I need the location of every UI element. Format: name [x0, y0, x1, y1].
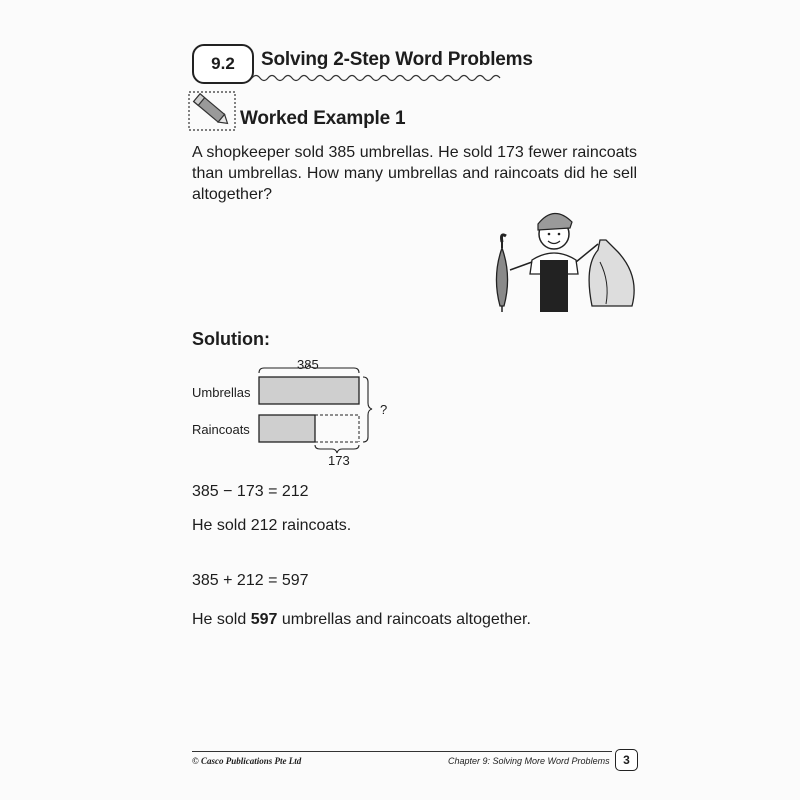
section-number: 9.2 — [211, 54, 235, 73]
shopkeeper-illustration — [488, 206, 640, 316]
top-brace — [259, 365, 359, 373]
raincoats-bar — [259, 415, 315, 442]
pencil-icon — [188, 90, 238, 134]
answer-statement — [192, 611, 531, 629]
umbrellas-bar — [259, 377, 359, 404]
wavy-underline — [192, 73, 507, 83]
answer-prefix: He sold — [192, 611, 251, 628]
answer-suffix: umbrellas and raincoats altogether. — [277, 611, 531, 628]
bar-model-diagram — [250, 365, 380, 460]
difference-dashed-part — [315, 415, 359, 442]
solution-heading: Solution: — [192, 329, 270, 349]
problem-text: A shopkeeper sold 385 umbrellas. He sold 173 fewer raincoats than umbrellas. How many umbrellas and raincoats did he sell altogether? — [192, 144, 637, 203]
section-title: Solving 2-Step Word Problems — [261, 49, 533, 70]
bottom-brace — [315, 445, 359, 453]
step1-equation: 385 − 173 = 212 — [192, 483, 309, 500]
example-title: Worked Example 1 — [240, 108, 406, 129]
umbrellas-row-label: Umbrellas — [192, 385, 251, 400]
right-brace — [363, 377, 372, 442]
answer-value: 597 — [250, 611, 278, 628]
raincoats-row-label: Raincoats — [192, 422, 250, 437]
footer-divider — [192, 751, 612, 752]
total-unknown-label: ? — [380, 402, 388, 417]
difference-value-label: 173 — [328, 453, 350, 468]
chapter-footer: Chapter 9: Solving More Word Problems — [448, 756, 610, 766]
umbrellas-value-label: 385 — [297, 357, 319, 372]
publisher-credit: © Casco Publications Pte Ltd — [192, 756, 302, 766]
page-number: 3 — [615, 749, 638, 771]
step2-equation: 385 + 212 = 597 — [192, 572, 309, 589]
step1-statement: He sold 212 raincoats. — [192, 517, 352, 534]
